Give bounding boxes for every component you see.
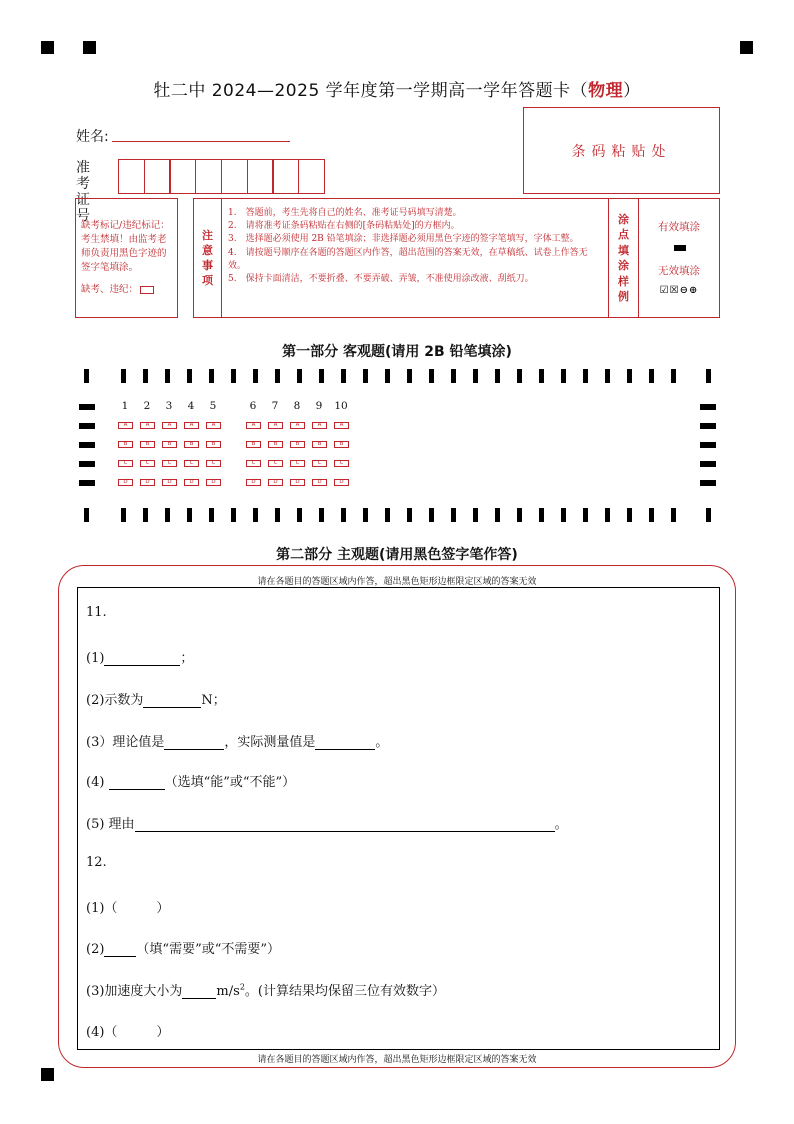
question-number: 6 xyxy=(249,400,257,412)
option-bubble-b[interactable]: B xyxy=(290,441,305,448)
timing-mark xyxy=(385,508,390,522)
exam-id-digit-box[interactable] xyxy=(272,159,299,194)
option-bubble-d[interactable]: D xyxy=(118,479,133,486)
timing-mark xyxy=(121,369,126,383)
question-number: 5 xyxy=(209,400,217,412)
option-bubble-d[interactable]: D xyxy=(312,479,327,486)
timing-mark xyxy=(429,369,434,383)
part2-title: 第二部分 主观题(请用黑色签字笔作答) xyxy=(276,547,518,563)
title-subject: 物理 xyxy=(588,81,624,101)
timing-mark xyxy=(649,369,654,383)
notice-item: 4. 请按题号顺序在各题的答题区内作答，超出范围的答案无效，在草稿纸、试卷上作答无效。 xyxy=(228,247,588,271)
timing-mark xyxy=(671,508,676,522)
part1-title: 第一部分 客观题(请用 2B 铅笔填涂) xyxy=(282,344,512,360)
option-bubble-c[interactable]: C xyxy=(246,460,261,467)
timing-mark xyxy=(253,508,258,522)
timing-mark xyxy=(407,508,412,522)
side-timing-mark xyxy=(700,480,716,486)
option-bubble-b[interactable]: B xyxy=(162,441,177,448)
timing-mark xyxy=(429,508,434,522)
side-timing-mark xyxy=(79,480,95,486)
q11-1 xyxy=(86,647,193,666)
timing-mark xyxy=(231,369,236,383)
option-bubble-d[interactable]: D xyxy=(162,479,177,486)
option-bubble-d[interactable]: D xyxy=(140,479,155,486)
timing-mark xyxy=(495,508,500,522)
side-timing-mark xyxy=(700,404,716,410)
exam-id-label-2: 证 号 xyxy=(76,192,96,224)
option-bubble-d[interactable]: D xyxy=(290,479,305,486)
timing-mark xyxy=(605,508,610,522)
notice-item: 1. 答题前，考生先将自己的姓名、准考证号码填写清楚。 xyxy=(228,208,462,218)
timing-mark xyxy=(363,508,368,522)
timing-mark xyxy=(84,369,89,383)
q11-3-blank-1[interactable] xyxy=(164,736,224,750)
option-bubble-b[interactable]: B xyxy=(184,441,199,448)
q11-5-blank[interactable] xyxy=(135,818,555,832)
valid-fill-label: 有效填涂 xyxy=(658,221,700,233)
exam-id-digit-box[interactable] xyxy=(221,159,248,194)
timing-mark xyxy=(187,369,192,383)
missing-mark-row xyxy=(81,283,174,297)
timing-mark xyxy=(209,508,214,522)
option-bubble-c[interactable]: C xyxy=(162,460,177,467)
fill-header-char: 涂 xyxy=(618,212,629,226)
exam-id-digit-box[interactable] xyxy=(169,159,196,194)
q11-3 xyxy=(86,731,388,750)
notice-item: 2. 请将准考证条码粘贴在右侧的[条码粘贴处]的方框内。 xyxy=(228,221,460,232)
option-bubble-c[interactable]: C xyxy=(118,460,133,467)
timing-mark xyxy=(341,369,346,383)
q12-2 xyxy=(86,938,280,957)
q11-2-blank[interactable] xyxy=(143,694,201,708)
timing-mark xyxy=(539,369,544,383)
option-bubble-b[interactable]: B xyxy=(334,441,349,448)
q12-3-label: (3)加速度大小为 xyxy=(86,984,183,999)
q11-2-label: (2)示数为 xyxy=(86,693,144,708)
option-bubble-a[interactable]: A xyxy=(290,422,305,429)
q12-2-blank[interactable] xyxy=(104,943,136,957)
q12-3-end: 。(计算结果均保留三位有效数字） xyxy=(244,984,445,999)
q11-5 xyxy=(86,813,568,832)
option-bubble-a[interactable]: A xyxy=(184,422,199,429)
q11-2 xyxy=(86,689,226,708)
fill-example-header xyxy=(608,198,639,318)
timing-mark xyxy=(706,369,711,383)
timing-mark xyxy=(473,369,478,383)
timing-mark xyxy=(671,369,676,383)
option-bubble-c[interactable]: C xyxy=(206,460,221,467)
q12-3-unit: m/s xyxy=(216,984,240,999)
option-bubble-a[interactable]: A xyxy=(118,422,133,429)
option-bubble-a[interactable]: A xyxy=(140,422,155,429)
exam-id-digit-box[interactable] xyxy=(144,159,171,194)
option-bubble-a[interactable]: A xyxy=(334,422,349,429)
q12-number: 12. xyxy=(86,855,107,870)
q12-4[interactable]: (4)（ ） xyxy=(86,1025,170,1040)
option-bubble-b[interactable]: B xyxy=(312,441,327,448)
timing-mark xyxy=(363,369,368,383)
timing-mark xyxy=(706,508,711,522)
timing-mark xyxy=(84,508,89,522)
name-field[interactable] xyxy=(112,141,290,142)
option-bubble-a[interactable]: A xyxy=(206,422,221,429)
timing-mark xyxy=(187,508,192,522)
q11-1-blank[interactable] xyxy=(104,652,180,666)
question-number: 2 xyxy=(143,400,151,412)
invalid-fill-marks: ☑☒⊖⊕ xyxy=(659,285,699,296)
option-bubble-b[interactable]: B xyxy=(140,441,155,448)
corner-mark xyxy=(41,41,54,54)
notice-header-char: 意 xyxy=(202,244,213,257)
timing-mark xyxy=(297,508,302,522)
timing-mark xyxy=(165,508,170,522)
exam-id-digit-box[interactable] xyxy=(118,159,145,194)
timing-mark xyxy=(253,369,258,383)
missing-mark-box xyxy=(75,198,178,318)
fill-header-char: 填 xyxy=(618,243,629,257)
timing-mark xyxy=(209,369,214,383)
missing-mark-checkbox[interactable] xyxy=(140,286,154,294)
option-bubble-d[interactable]: D xyxy=(184,479,199,486)
timing-mark xyxy=(165,369,170,383)
question-number: 3 xyxy=(165,400,173,412)
timing-mark xyxy=(517,508,522,522)
side-timing-mark xyxy=(79,442,95,448)
exam-id-boxes xyxy=(118,159,324,194)
answer-warning-top: 请在各题目的答题区域内作答，超出黑色矩形边框限定区域的答案无效 xyxy=(257,577,537,587)
question-number: 1 xyxy=(121,400,129,412)
q11-3-label: (3）理论值是 xyxy=(86,735,165,750)
exam-id-digit-box[interactable] xyxy=(195,159,222,194)
side-timing-mark xyxy=(79,461,95,467)
timing-mark xyxy=(451,369,456,383)
question-number: 10 xyxy=(334,400,348,412)
q12-2-label: (2) xyxy=(86,942,105,957)
missing-mark-text: 缺考标记/违纪标记：考生禁填！由监考老师负责用黑色字迹的签字笔填涂。 xyxy=(81,220,170,273)
q12-3-unit-exponent: 2 xyxy=(239,982,245,992)
timing-mark xyxy=(341,508,346,522)
option-bubble-c[interactable]: C xyxy=(184,460,199,467)
option-bubble-c[interactable]: C xyxy=(334,460,349,467)
timing-mark xyxy=(561,369,566,383)
title-end: ） xyxy=(623,81,641,101)
option-bubble-a[interactable]: A xyxy=(268,422,283,429)
notice-header xyxy=(193,198,222,318)
q11-1-end: ； xyxy=(180,651,194,666)
option-bubble-b[interactable]: B xyxy=(118,441,133,448)
timing-mark xyxy=(539,508,544,522)
question-number: 8 xyxy=(293,400,301,412)
title-main: 牡二中 2024—2025 学年度第一学期高一学年答题卡（ xyxy=(153,81,589,101)
option-bubble-d[interactable]: D xyxy=(206,479,221,486)
fill-header-char: 涂 xyxy=(618,259,629,272)
q12-2-end: （填“需要”或“不需要”） xyxy=(136,942,281,957)
timing-mark xyxy=(451,508,456,522)
q11-5-label: (5) 理由 xyxy=(86,817,135,832)
timing-mark xyxy=(561,508,566,522)
notice-item: 5. 保持卡面清洁，不要折叠、不要弄破、弄皱，不准使用涂改液、刮纸刀。 xyxy=(228,274,534,285)
exam-id-digit-box[interactable] xyxy=(247,159,274,194)
option-bubble-b[interactable]: B xyxy=(268,441,283,448)
q11-4-blank[interactable] xyxy=(109,776,165,790)
notice-content xyxy=(221,198,609,318)
timing-mark xyxy=(583,508,588,522)
exam-id-label-1: 准 考 xyxy=(76,160,96,192)
option-bubble-d[interactable]: D xyxy=(246,479,261,486)
option-bubble-c[interactable]: C xyxy=(268,460,283,467)
question-number: 4 xyxy=(187,400,195,412)
option-bubble-c[interactable]: C xyxy=(140,460,155,467)
timing-mark xyxy=(495,369,500,383)
option-bubble-a[interactable]: A xyxy=(246,422,261,429)
fill-header-char: 点 xyxy=(618,228,629,241)
side-timing-mark xyxy=(700,442,716,448)
timing-mark xyxy=(319,508,324,522)
answer-warning-bottom: 请在各题目的答题区域内作答，超出黑色矩形边框限定区域的答案无效 xyxy=(257,1055,537,1065)
timing-mark xyxy=(627,369,632,383)
timing-mark xyxy=(121,508,126,522)
notice-header-char: 事 xyxy=(202,259,213,272)
side-timing-mark xyxy=(79,404,95,410)
page-title xyxy=(0,76,794,101)
timing-mark xyxy=(297,369,302,383)
timing-mark xyxy=(605,369,610,383)
notice-item: 3. 选择题必须使用 2B 铅笔填涂；非选择题必须用黑色字迹的签字笔填写，字体工整。 xyxy=(228,234,579,245)
option-bubble-b[interactable]: B xyxy=(246,441,261,448)
side-timing-mark xyxy=(79,423,95,429)
option-bubble-a[interactable]: A xyxy=(312,422,327,429)
timing-mark xyxy=(649,508,654,522)
timing-mark xyxy=(407,369,412,383)
q11-4-end: （选填“能”或“不能”） xyxy=(164,775,296,790)
side-timing-mark xyxy=(700,461,716,467)
q12-1[interactable]: (1)（ ） xyxy=(86,901,170,916)
timing-mark xyxy=(231,508,236,522)
timing-mark xyxy=(319,369,324,383)
invalid-fill-label: 无效填涂 xyxy=(658,265,700,277)
side-timing-mark xyxy=(700,423,716,429)
q11-3-end: 。 xyxy=(375,735,389,750)
fill-header-char: 样 xyxy=(618,274,629,288)
q12-3-blank[interactable] xyxy=(182,985,216,999)
option-bubble-d[interactable]: D xyxy=(268,479,283,486)
timing-mark xyxy=(275,508,280,522)
q12-3 xyxy=(86,980,445,999)
option-bubble-c[interactable]: C xyxy=(290,460,305,467)
timing-mark xyxy=(473,508,478,522)
timing-mark xyxy=(627,508,632,522)
q11-5-end: 。 xyxy=(554,817,568,832)
q11-4-label: (4) xyxy=(86,775,105,790)
corner-mark xyxy=(740,41,753,54)
fill-example xyxy=(638,198,720,318)
q11-3-blank-2[interactable] xyxy=(315,736,375,750)
missing-mark-label: 缺考、违纪： xyxy=(81,284,139,295)
q11-4 xyxy=(86,771,295,790)
question-number: 7 xyxy=(271,400,279,412)
timing-mark xyxy=(517,369,522,383)
option-bubble-b[interactable]: B xyxy=(206,441,221,448)
option-bubble-a[interactable]: A xyxy=(162,422,177,429)
timing-mark xyxy=(583,369,588,383)
corner-mark xyxy=(41,1068,54,1081)
timing-mark xyxy=(275,369,280,383)
timing-mark xyxy=(385,369,390,383)
notice-header-char: 项 xyxy=(202,274,213,287)
q11-2-end: N； xyxy=(201,693,226,708)
exam-id-digit-box[interactable] xyxy=(298,159,325,194)
fill-header-char: 例 xyxy=(618,290,629,303)
q11-3-mid: ，实际测量值是 xyxy=(224,735,316,750)
question-number: 9 xyxy=(315,400,323,412)
q11-number: 11. xyxy=(86,605,107,620)
option-bubble-d[interactable]: D xyxy=(334,479,349,486)
valid-fill-mark xyxy=(674,245,686,251)
q11-1-label: (1) xyxy=(86,651,105,666)
corner-mark xyxy=(83,41,96,54)
barcode-area: 条码粘贴处 xyxy=(523,107,720,194)
notice-header-char: 注 xyxy=(202,229,213,242)
option-bubble-c[interactable]: C xyxy=(312,460,327,467)
timing-mark xyxy=(143,369,148,383)
timing-mark xyxy=(143,508,148,522)
name-label: 姓名: xyxy=(76,129,109,145)
